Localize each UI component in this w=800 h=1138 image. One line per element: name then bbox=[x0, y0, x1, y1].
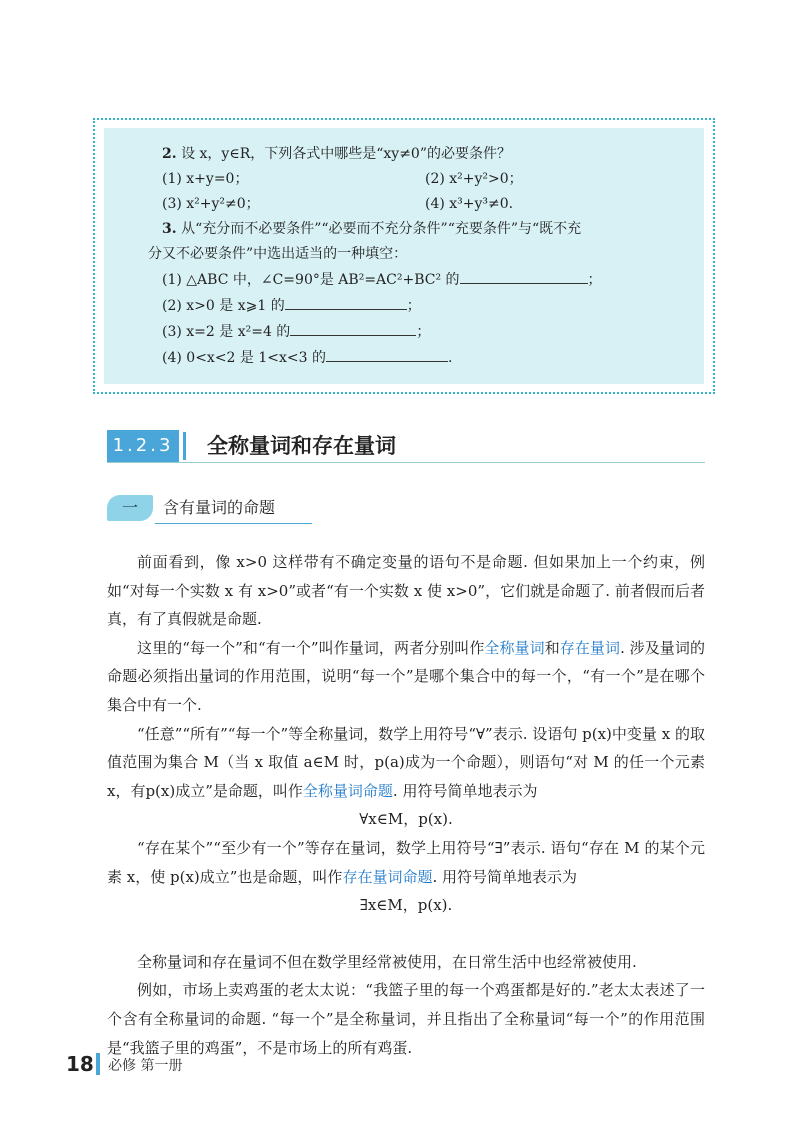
answer-blank[interactable] bbox=[460, 267, 588, 284]
page-number: 18 bbox=[66, 1052, 94, 1076]
question-2 bbox=[162, 142, 688, 167]
question-3-item-4: (4) 0<x<2 是 1<x<3 的 . bbox=[162, 345, 688, 371]
question-2-number: 2. bbox=[162, 146, 177, 162]
term-universal-proposition: 全称量词命题 bbox=[302, 781, 393, 800]
option-4: (4) x³+y³≠0. bbox=[425, 196, 514, 212]
question-3-number: 3. bbox=[162, 221, 177, 237]
formula-universal: ∀x∈M，p(x). bbox=[359, 810, 453, 829]
question-3-item-3: (3) x=2 是 x²=4 的 ； bbox=[162, 319, 688, 345]
question-3-item-1: (1) △ABC 中，∠C=90°是 AB²=AC²+BC² 的 ； bbox=[162, 267, 688, 293]
section-number: 1.2.3 bbox=[107, 430, 179, 462]
subsection-heading bbox=[107, 495, 312, 527]
option-3: (3) x²+y²≠0； bbox=[162, 196, 260, 212]
paragraph-4: “存在某个”“至少有一个”等存在量词，数学上用符号“∃”表示. 语句“存在 M 的某个元素 x，使 p(x)成立”也是命题，叫作存在量词命题. 用符号简单地表示为 bbox=[107, 838, 705, 886]
term-existential-proposition: 存在量词命题 bbox=[342, 867, 433, 886]
subsection-badge: 一 bbox=[107, 495, 153, 521]
question-2-options-row1 bbox=[162, 167, 688, 192]
section-title: 全称量词和存在量词 bbox=[207, 434, 396, 458]
term-existential-quantifier: 存在量词 bbox=[559, 638, 621, 657]
formula-existential: ∃x∈M，p(x). bbox=[359, 896, 453, 915]
paragraph-gap bbox=[107, 920, 705, 948]
subsection-title: 含有量词的命题 bbox=[163, 498, 276, 517]
question-2-options-row2 bbox=[162, 192, 688, 217]
section-divider bbox=[183, 432, 186, 460]
answer-blank[interactable] bbox=[290, 319, 416, 336]
footer-divider bbox=[96, 1053, 100, 1075]
question-3-text-line2: 分又不必要条件”中选出适当的一种填空： bbox=[148, 246, 408, 262]
option-1: (1) x+y=0； bbox=[162, 171, 249, 187]
subsection-underline bbox=[155, 523, 312, 524]
paragraph-2: 这里的“每一个”和“有一个”叫作量词，两者分别叫作全称量词和存在量词. 涉及量词的命题必须指出量词的作用范围，说明“每一个”是哪个集合中的每一个，“有一个”是在哪个集合中有一个. bbox=[107, 638, 705, 714]
option-2: (2) x²+y²>0； bbox=[425, 171, 523, 187]
question-2-text: 设 x，y∈R，下列各式中哪些是“xy≠0”的必要条件？ bbox=[181, 146, 511, 162]
term-universal-quantifier: 全称量词 bbox=[484, 638, 545, 657]
question-3-text-line1: 从“充分而不必要条件”“必要而不充分条件”“充要条件”与“既不充 bbox=[181, 221, 582, 237]
section-heading bbox=[107, 430, 705, 463]
exercise-box bbox=[104, 128, 704, 384]
question-3-item-2: (2) x>0 是 x⩾1 的 ； bbox=[162, 293, 688, 319]
paragraph-3: “任意”“所有”“每一个”等全称量词，数学上用符号“∀”表示. 设语句 p(x)中变量 x 的取值范围为集合 M（当 x 取值 a∈M 时，p(a)成为一个命题），则语句“对 M 的任一个元素 x，有p(x)成立”是命题，叫作全称量词命题. 用符号简单地表示为 bbox=[107, 724, 705, 800]
body-text bbox=[107, 548, 705, 1062]
answer-blank[interactable] bbox=[326, 345, 448, 362]
paragraph-5: 全称量词和存在量词不但在数学里经常被使用，在日常生活中也经常被使用. bbox=[137, 952, 637, 971]
question-3 bbox=[162, 217, 688, 242]
book-title: 必修 第一册 bbox=[108, 1058, 183, 1074]
answer-blank[interactable] bbox=[285, 293, 407, 310]
paragraph-1: 前面看到，像 x>0 这样带有不确定变量的语句不是命题. 但如果加上一个约束，例如“对每一个实数 x 有 x>0”或者“有一个实数 x 使 x>0”，它们就是命题了. 前者假而后者真，有了真假就是命题. bbox=[107, 553, 705, 629]
paragraph-6: 例如，市场上卖鸡蛋的老太太说：“我篮子里的每一个鸡蛋都是好的.”老太太表述了一个含有全称量词的命题. “每一个”是全称量词，并且指出了全称量词“每一个”的作用范围是“我篮子里的鸡蛋”，不是市场上的所有鸡蛋. bbox=[107, 981, 705, 1057]
